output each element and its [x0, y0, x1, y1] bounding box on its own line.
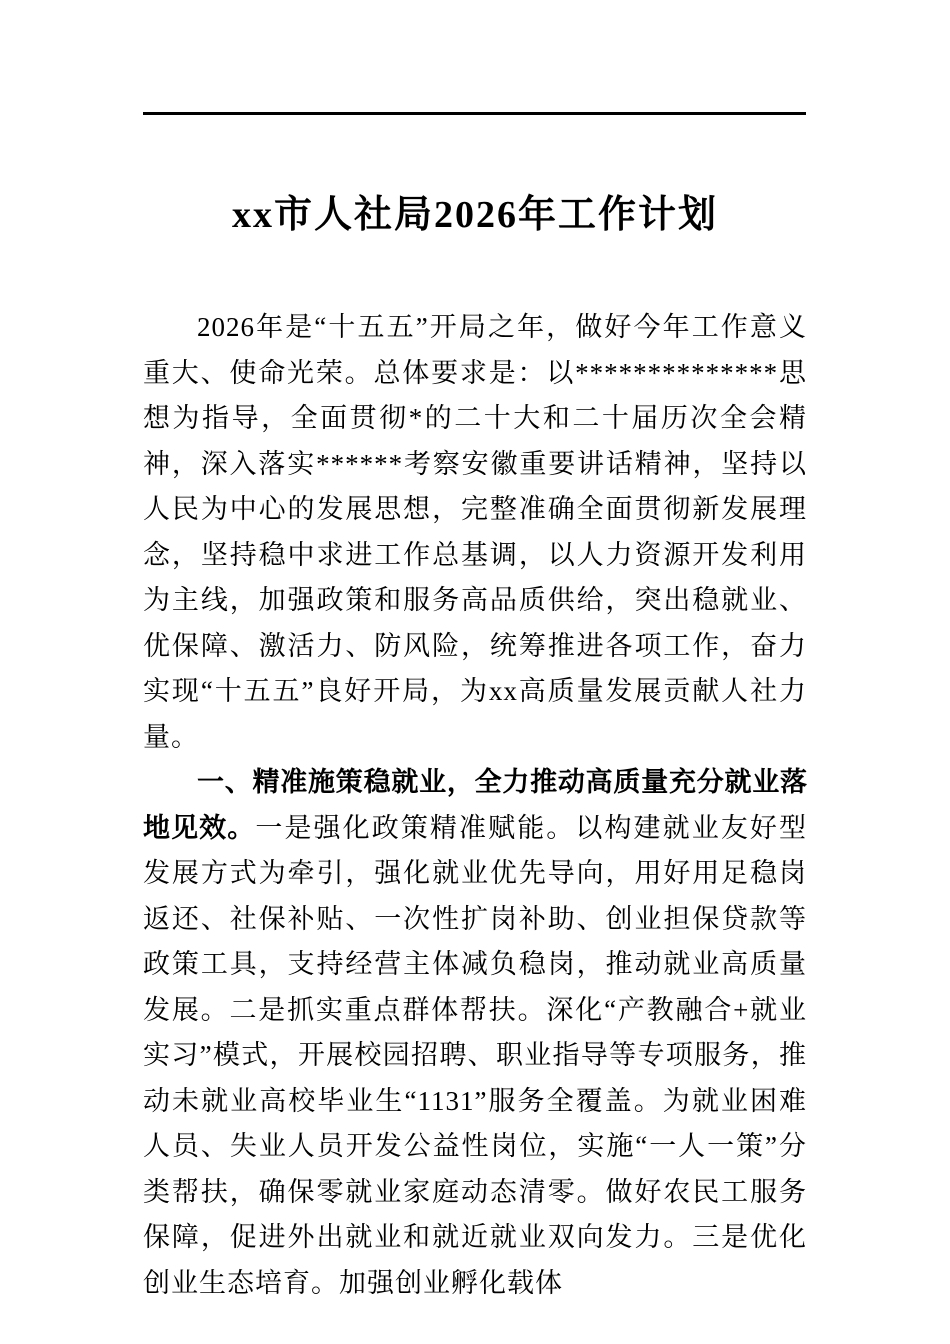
paragraph-intro	[143, 305, 807, 760]
paragraph-section-1	[143, 760, 807, 1306]
document-body	[143, 305, 807, 1306]
header-divider-line	[143, 112, 806, 115]
section-1-heading: 一、精准施策稳就业，全力推动高质量充分就业落地见效。	[143, 767, 807, 843]
section-1-text: 一是强化政策精准赋能。以构建就业友好型发展方式为牵引，强化就业优先导向，用好用足稳岗返还、社保补贴、一次性扩岗补助、创业担保贷款等政策工具，支持经营主体减负稳岗，推动就业高质量发展。二是抓实重点群体帮扶。深化“产教融合+就业实习”模式，开展校园招聘、职业指导等专项服务，推动未就业高校毕业生“1131”服务全覆盖。为就业困难人员、失业人员开发公益性岗位，实施“一人一策”分类帮扶，确保零就业家庭动态清零。做好农民工服务保障，促进外出就业和就近就业双向发力。三是优化创业生态培育。加强创业孵化载体	[143, 812, 808, 1298]
paragraph-intro-text: 2026年是“十五五”开局之年，做好今年工作意义重大、使命光荣。总体要求是：以**************思想为指导，全面贯彻*的二十大和二十届历次全会精神，深入落实******考察安徽重要讲话精神，坚持以人民为中心的发展思想，完整准确全面贯彻新发展理念，坚持稳中求进工作总基调，以人力资源开发利用为主线，加强政策和服务高品质供给，突出稳就业、优保障、激活力、防风险，统筹推进各项工作，奋力实现“十五五”良好开局，为xx高质量发展贡献人社力量。	[143, 312, 807, 752]
document-title: xx市人社局2026年工作计划	[231, 194, 718, 236]
